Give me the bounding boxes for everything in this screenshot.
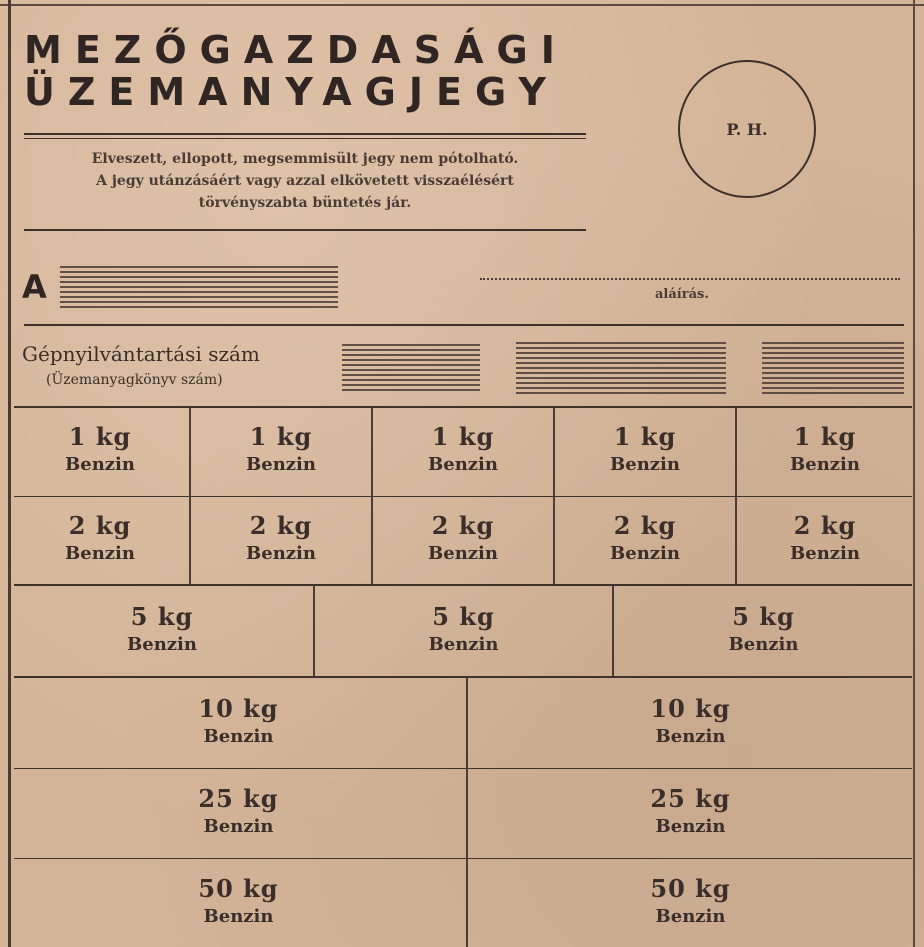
- grid-divider: [14, 496, 912, 497]
- coupon-2kg[interactable]: [556, 511, 734, 567]
- coupon-amount: 1 kg: [793, 422, 857, 451]
- coupon-5kg[interactable]: [12, 602, 312, 658]
- coupon-amount: 2 kg: [613, 511, 677, 540]
- grid-column-line: [735, 408, 737, 584]
- coupon-amount: 25 kg: [198, 784, 279, 813]
- warning-notice: [24, 148, 586, 214]
- coupon-1kg[interactable]: [192, 422, 370, 478]
- frame-top-border: [0, 4, 924, 6]
- coupon-amount: 10 kg: [650, 694, 731, 723]
- divider: [24, 133, 586, 135]
- coupon-2kg[interactable]: [12, 511, 188, 567]
- grid-column-line: [371, 408, 373, 584]
- warning-line-2: A jegy utánzásáért vagy azzal elkövetett visszaélésért: [96, 173, 514, 189]
- coupon-2kg[interactable]: [192, 511, 370, 567]
- coupon-amount: 2 kg: [793, 511, 857, 540]
- grid-divider: [14, 406, 912, 408]
- coupon-10kg[interactable]: [12, 694, 465, 750]
- coupon-fuel: Benzin: [790, 454, 860, 475]
- coupon-50kg[interactable]: [469, 874, 912, 930]
- warning-line-1: Elveszett, ellopott, megsemmisült jegy nem pótolható.: [91, 151, 519, 167]
- grid-divider: [14, 768, 912, 769]
- registration-label: Gépnyilvántartási szám: [22, 342, 260, 366]
- holder-prefix: A: [22, 268, 47, 306]
- coupon-2kg[interactable]: [738, 511, 912, 567]
- registration-sublabel: (Üzemanyagkönyv szám): [46, 372, 223, 388]
- official-stamp-circle: [678, 60, 816, 198]
- stamp-text: P. H.: [726, 119, 768, 139]
- coupon-amount: 1 kg: [249, 422, 313, 451]
- coupon-amount: 25 kg: [650, 784, 731, 813]
- coupon-fuel: Benzin: [65, 543, 135, 564]
- coupon-fuel: Benzin: [655, 726, 726, 747]
- coupon-amount: 5 kg: [432, 602, 495, 631]
- grid-column-line: [553, 408, 555, 584]
- coupon-amount: 1 kg: [613, 422, 677, 451]
- coupon-fuel: Benzin: [728, 634, 799, 655]
- coupon-2kg[interactable]: [374, 511, 552, 567]
- coupon-5kg[interactable]: [316, 602, 611, 658]
- coupon-fuel: Benzin: [655, 906, 726, 927]
- coupon-fuel: Benzin: [610, 454, 680, 475]
- coupon-amount: 1 kg: [431, 422, 495, 451]
- coupon-fuel: Benzin: [655, 816, 726, 837]
- registration-number-field[interactable]: [516, 342, 726, 394]
- grid-column-line: [466, 678, 468, 947]
- coupon-amount: 2 kg: [431, 511, 495, 540]
- registration-number-field[interactable]: [762, 342, 904, 394]
- signature-label: aláírás.: [655, 287, 709, 302]
- signature-line[interactable]: [480, 278, 900, 280]
- grid-divider: [14, 676, 912, 678]
- coupon-fuel: Benzin: [203, 726, 274, 747]
- coupon-fuel: Benzin: [428, 454, 498, 475]
- coupon-1kg[interactable]: [556, 422, 734, 478]
- divider: [24, 324, 904, 326]
- registration-number-field[interactable]: [342, 344, 480, 392]
- coupon-amount: 2 kg: [249, 511, 313, 540]
- warning-line-3: törvényszabta büntetés jár.: [198, 195, 412, 211]
- coupon-50kg[interactable]: [12, 874, 465, 930]
- grid-column-line: [189, 408, 191, 584]
- coupon-amount: 50 kg: [650, 874, 731, 903]
- grid-divider: [14, 858, 912, 859]
- coupon-fuel: Benzin: [65, 454, 135, 475]
- coupon-amount: 1 kg: [68, 422, 132, 451]
- coupon-1kg[interactable]: [12, 422, 188, 478]
- coupon-amount: 50 kg: [198, 874, 279, 903]
- holder-name-field[interactable]: [60, 266, 338, 308]
- coupon-1kg[interactable]: [738, 422, 912, 478]
- frame-right-border: [913, 0, 915, 947]
- coupon-fuel: Benzin: [246, 543, 316, 564]
- coupon-fuel: Benzin: [790, 543, 860, 564]
- title-line-1: MEZŐGAZDASÁGI: [24, 28, 568, 72]
- coupon-25kg[interactable]: [12, 784, 465, 840]
- divider: [24, 229, 586, 231]
- coupon-25kg[interactable]: [469, 784, 912, 840]
- coupon-fuel: Benzin: [428, 634, 499, 655]
- coupon-1kg[interactable]: [374, 422, 552, 478]
- grid-column-line: [612, 586, 614, 676]
- divider: [24, 138, 586, 139]
- coupon-10kg[interactable]: [469, 694, 912, 750]
- coupon-fuel: Benzin: [428, 543, 498, 564]
- coupon-amount: 10 kg: [198, 694, 279, 723]
- coupon-fuel: Benzin: [246, 454, 316, 475]
- coupon-fuel: Benzin: [203, 816, 274, 837]
- coupon-5kg[interactable]: [615, 602, 912, 658]
- coupon-fuel: Benzin: [203, 906, 274, 927]
- coupon-amount: 5 kg: [732, 602, 795, 631]
- coupon-amount: 2 kg: [68, 511, 132, 540]
- grid-divider: [14, 584, 912, 586]
- frame-left-border: [8, 0, 11, 947]
- coupon-amount: 5 kg: [130, 602, 194, 631]
- grid-column-line: [313, 586, 315, 676]
- title-line-2: ÜZEMANYAGJEGY: [24, 70, 559, 114]
- coupon-fuel: Benzin: [610, 543, 680, 564]
- coupon-fuel: Benzin: [127, 634, 197, 655]
